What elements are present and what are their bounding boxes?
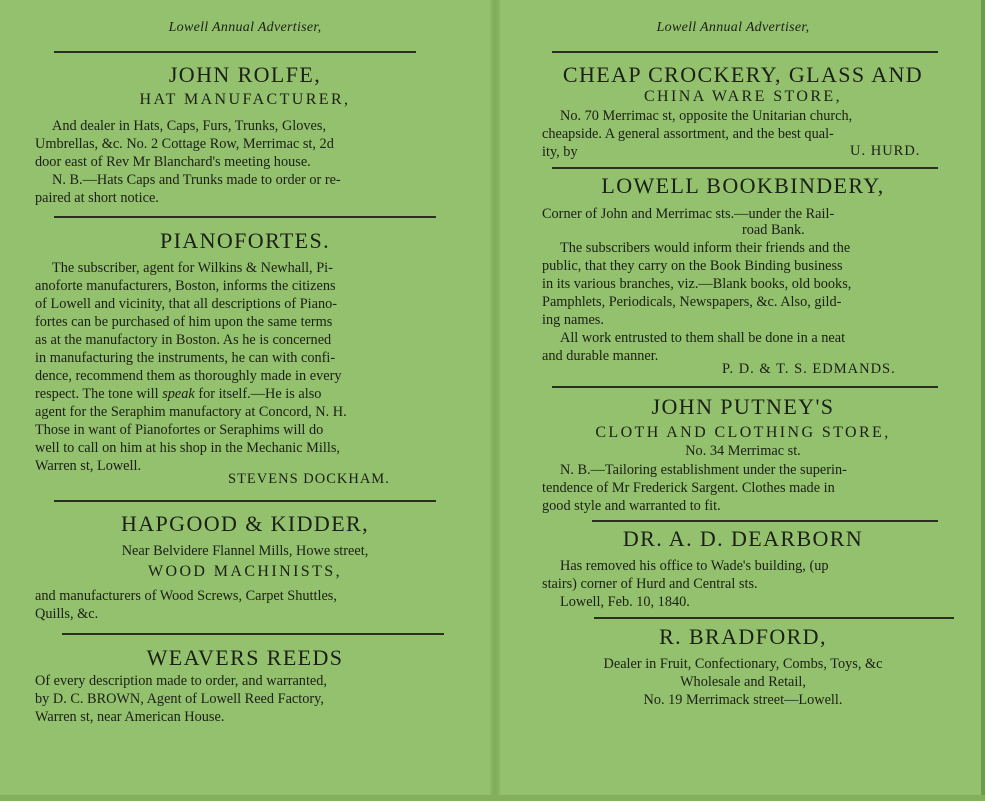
ad-title-bookbindery: LOWELL BOOKBINDERY, <box>601 173 885 198</box>
left-page <box>0 0 492 801</box>
ad-subtitle-rolfe: HAT MANUFACTURER, <box>139 91 351 108</box>
ad-line: road Bank. <box>742 222 805 238</box>
ad-line: and manufacturers of Wood Screws, Carpet Shuttles, <box>35 588 337 604</box>
ad-line: fortes can be purchased of him upon the same terms <box>35 314 333 330</box>
ad-signature: STEVENS DOCKHAM. <box>228 471 390 487</box>
emphasis-text: speak <box>162 386 195 402</box>
ad-line: cheapside. A general assortment, and the best qual- <box>542 126 834 142</box>
ad-line: well to call on him at his shop in the Mechanic Mills, <box>35 440 340 456</box>
ad-line: ing names. <box>542 312 604 328</box>
ad-text: respect. The tone will <box>35 386 159 402</box>
ad-line: Umbrellas, &c. No. 2 Cottage Row, Merrimac st, 2d <box>35 136 334 152</box>
ad-line: Near Belvidere Flannel Mills, Howe street, <box>121 543 369 559</box>
ad-line: The subscribers would inform their friends and the <box>560 240 851 256</box>
ad-line: in manufacturing the instruments, he can with confi- <box>35 350 336 366</box>
ad-line: good style and warranted to fit. <box>542 498 721 514</box>
ad-line: Those in want of Pianofortes or Seraphims will do <box>35 422 324 438</box>
ad-line: Has removed his office to Wade's building, (up <box>560 558 829 574</box>
right-page <box>498 0 985 801</box>
ad-line <box>35 385 321 403</box>
divider <box>62 633 444 635</box>
ad-line: door east of Rev Mr Blanchard's meeting house. <box>35 154 311 170</box>
divider <box>552 386 938 388</box>
ad-line: All work entrusted to them shall be done in a neat <box>560 330 846 346</box>
divider <box>54 500 436 502</box>
ad-subtitle-crockery: CHINA WARE STORE, <box>643 88 842 105</box>
ad-line: Warren st, near American House. <box>35 709 225 725</box>
ad-line: Pamphlets, Periodicals, Newspapers, &c. Also, gild- <box>542 294 842 310</box>
ad-title-putney: JOHN PUTNEY'S <box>651 394 835 419</box>
ad-line: anoforte manufacturers, Boston, informs the citizens <box>35 278 336 294</box>
ad-line: No. 70 Merrimac st, opposite the Unitarian church, <box>560 108 853 124</box>
ad-line: as at the manufactory in Boston. As he is concerned <box>35 332 332 348</box>
ad-line: Warren st, Lowell. <box>35 458 142 474</box>
ad-line: Of every description made to order, and warranted, <box>35 673 327 689</box>
divider <box>54 216 436 218</box>
ad-title-crockery: CHEAP CROCKERY, GLASS AND <box>562 62 924 87</box>
ad-signature: P. D. & T. S. EDMANDS. <box>722 361 896 377</box>
ad-line: paired at short notice. <box>35 190 159 206</box>
ad-subtitle-hapgood: WOOD MACHINISTS, <box>148 563 342 580</box>
divider <box>592 520 938 522</box>
divider <box>54 51 416 53</box>
ad-line: and durable manner. <box>542 348 659 364</box>
ad-title-hapgood: HAPGOOD & KIDDER, <box>120 511 370 536</box>
divider <box>552 167 938 169</box>
ad-line: N. B.—Tailoring establishment under the superin- <box>560 462 847 478</box>
ad-subtitle-putney: CLOTH AND CLOTHING STORE, <box>595 424 891 441</box>
running-head-right: Lowell Annual Advertiser, <box>656 20 810 35</box>
ad-line: N. B.—Hats Caps and Trunks made to order or re- <box>52 172 341 188</box>
ad-line: dence, recommend them as thoroughly made in every <box>35 368 342 384</box>
ad-line: Quills, &c. <box>35 606 99 622</box>
ad-line: Lowell, Feb. 10, 1840. <box>560 594 690 610</box>
divider <box>594 617 954 619</box>
ad-title-dearborn: DR. A. D. DEARBORN <box>622 526 864 551</box>
ad-line: tendence of Mr Frederick Sargent. Clothes made in <box>542 480 835 496</box>
ad-signature: U. HURD. <box>850 143 921 159</box>
ad-line: Wholesale and Retail, <box>680 674 806 690</box>
ad-line: public, that they carry on the Book Binding business <box>542 258 843 274</box>
ad-title-rolfe: JOHN ROLFE, <box>168 62 322 87</box>
ad-line: stairs) corner of Hurd and Central sts. <box>542 576 758 592</box>
ad-text: for itself.—He is also <box>198 386 322 402</box>
ad-line: in its various branches, viz.—Blank books, old books, <box>542 276 852 292</box>
running-head-left: Lowell Annual Advertiser, <box>168 20 322 35</box>
ad-line: Dealer in Fruit, Confectionary, Combs, Toys, &c <box>603 656 883 672</box>
ad-line: ity, by <box>542 144 578 160</box>
ad-line: agent for the Seraphim manufactory at Concord, N. H. <box>35 404 347 420</box>
ad-address: No. 34 Merrimac st. <box>685 443 801 459</box>
ad-line: And dealer in Hats, Caps, Furs, Trunks, Gloves, <box>52 118 327 134</box>
ad-line: by D. C. BROWN, Agent of Lowell Reed Factory, <box>35 691 324 707</box>
ad-line: The subscriber, agent for Wilkins & Newhall, Pi- <box>52 260 333 276</box>
ad-line: No. 19 Merrimack street—Lowell. <box>643 692 843 708</box>
ad-title-weavers: WEAVERS REEDS <box>146 645 344 670</box>
ad-title-pianofortes: PIANOFORTES. <box>159 228 331 253</box>
page-edge <box>981 0 985 801</box>
ad-line: of Lowell and vicinity, that all descriptions of Piano- <box>35 296 338 312</box>
divider <box>552 51 938 53</box>
page-edge <box>0 795 985 801</box>
ad-line: Corner of John and Merrimac sts.—under the Rail- <box>542 206 835 222</box>
ad-title-bradford: R. BRADFORD, <box>659 624 827 649</box>
